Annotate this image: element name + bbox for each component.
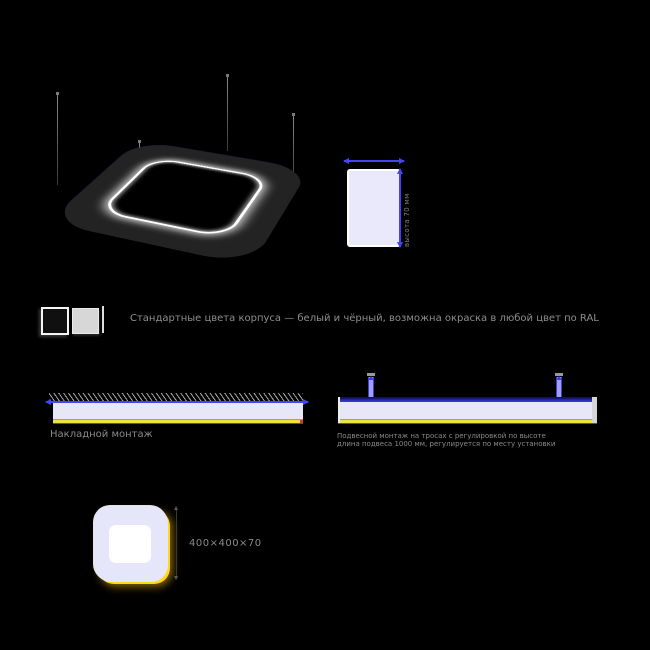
profile-cross-section <box>347 169 401 247</box>
suspended-profile <box>338 397 597 423</box>
end-cap-right <box>592 397 597 423</box>
swatch-divider <box>102 306 104 333</box>
bottom-view-aperture <box>109 525 151 563</box>
width-dimension-arrow-icon <box>344 160 404 162</box>
bottom-view-dimensions-label: 400×400×70 <box>189 538 262 549</box>
end-cap-left <box>338 397 340 423</box>
swatch-white <box>72 308 99 334</box>
suspension-cable <box>57 95 58 185</box>
surface-mounted-profile <box>53 403 303 423</box>
color-options-note: Стандартные цвета корпуса — белый и чёрный, возможна окраска в любой цвет по RAL <box>130 313 599 324</box>
suspended-mount-caption-line2: длина подвеса 1000 мм, регулируется по месту установки <box>337 440 556 448</box>
end-marker <box>300 420 303 423</box>
suspension-cable <box>227 77 228 151</box>
height-dimension-arrow-icon <box>399 169 401 247</box>
suspension-rod-icon <box>556 377 562 398</box>
suspended-mount-caption-line1: Подвесной монтаж на тросах с регулировкой по высоте <box>337 432 546 440</box>
height-dimension-label: высота 70 мм <box>403 193 411 247</box>
led-strip <box>53 420 303 423</box>
mounting-channel <box>338 397 597 402</box>
surface-mount-caption: Накладной монтаж <box>50 429 153 440</box>
bottom-view-ring <box>94 506 168 582</box>
led-strip <box>338 420 597 423</box>
suspension-rod-icon <box>368 377 374 398</box>
swatch-black <box>41 307 69 335</box>
luminaire-ring <box>48 141 309 266</box>
height-dimension-line-icon <box>176 507 177 579</box>
luminaire-inner-glow <box>97 157 269 238</box>
